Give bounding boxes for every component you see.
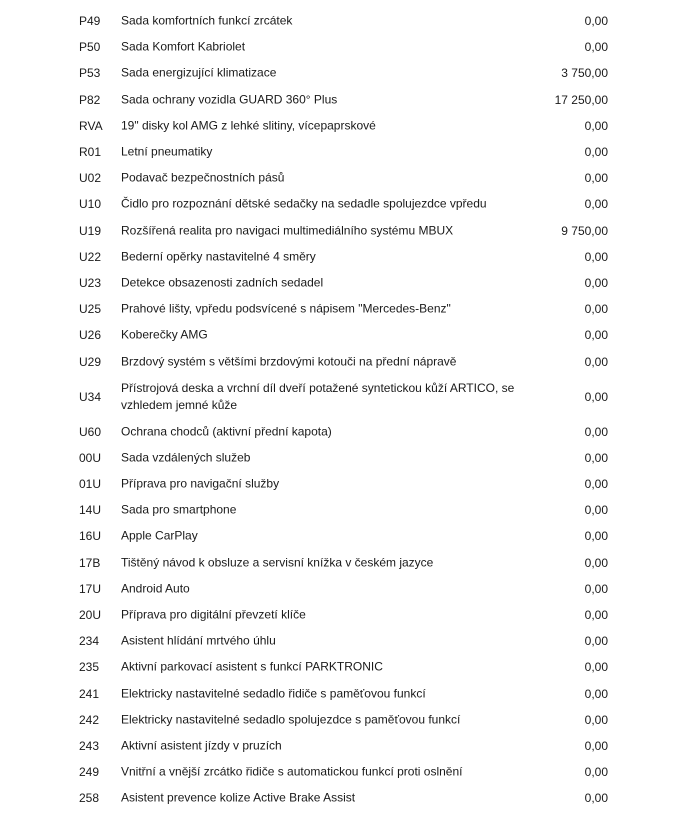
option-price: 0,00 bbox=[584, 249, 608, 264]
option-description: Elektricky nastavitelné sedadlo spolujezdce s paměťovou funkcí bbox=[121, 712, 461, 727]
table-row bbox=[0, 471, 685, 497]
option-code: P50 bbox=[79, 40, 101, 55]
option-price: 0,00 bbox=[584, 765, 608, 780]
option-description: Podavač bezpečnostních pásů bbox=[121, 170, 285, 185]
option-description: Vnitřní a vnější zrcátko řidiče s automatickou funkcí proti oslnění bbox=[121, 764, 463, 779]
option-code: 14U bbox=[79, 503, 102, 518]
option-price: 0,00 bbox=[584, 118, 608, 133]
option-description: Elektricky nastavitelné sedadlo řidiče s paměťovou funkcí bbox=[121, 686, 426, 701]
table-row bbox=[0, 34, 685, 60]
option-description: Sada ochrany vozidla GUARD 360° Plus bbox=[121, 92, 338, 107]
option-price: 9 750,00 bbox=[561, 223, 608, 238]
table-row bbox=[0, 523, 685, 549]
table-row bbox=[0, 87, 685, 113]
table-row bbox=[0, 165, 685, 191]
option-description: Sada vzdálených služeb bbox=[121, 450, 251, 465]
table-row bbox=[0, 785, 685, 811]
option-description: Android Auto bbox=[121, 581, 190, 596]
option-code: 234 bbox=[79, 634, 100, 649]
option-price: 0,00 bbox=[584, 328, 608, 343]
option-price: 0,00 bbox=[584, 450, 608, 465]
option-code: 249 bbox=[79, 765, 100, 780]
table-row bbox=[0, 296, 685, 322]
option-code: U29 bbox=[79, 354, 102, 369]
option-price: 0,00 bbox=[584, 686, 608, 701]
option-description: Přístrojová deska a vrchní díl dveří potažené syntetickou kůží ARTICO, se vzhledem jemné kůže bbox=[121, 380, 515, 412]
option-price: 0,00 bbox=[584, 197, 608, 212]
option-code: U34 bbox=[79, 389, 102, 404]
table-row bbox=[0, 733, 685, 759]
option-description: Brzdový systém s většími brzdovými kotouči na přední nápravě bbox=[121, 354, 457, 369]
option-code: U23 bbox=[79, 275, 102, 290]
table-row bbox=[0, 322, 685, 348]
option-description: Prahové lišty, vpředu podsvícené s nápisem "Mercedes-Benz" bbox=[121, 301, 451, 316]
option-description: Detekce obsazenosti zadních sedadel bbox=[121, 275, 324, 290]
table-row bbox=[0, 113, 685, 139]
option-price: 0,00 bbox=[584, 712, 608, 727]
table-row bbox=[0, 707, 685, 733]
table-row bbox=[0, 191, 685, 217]
option-description: Čidlo pro rozpoznání dětské sedačky na sedadle spolujezdce vpředu bbox=[121, 196, 487, 211]
option-code: 258 bbox=[79, 791, 100, 806]
option-price: 3 750,00 bbox=[561, 66, 608, 81]
option-description: Ochrana chodců (aktivní přední kapota) bbox=[121, 424, 332, 439]
table-row bbox=[0, 550, 685, 576]
option-code: RVA bbox=[79, 118, 103, 133]
table-row bbox=[0, 654, 685, 680]
option-price: 0,00 bbox=[584, 389, 608, 404]
table-row bbox=[0, 628, 685, 654]
option-description: Aktivní asistent jízdy v pruzích bbox=[121, 738, 282, 753]
option-price: 0,00 bbox=[584, 660, 608, 675]
option-code: 16U bbox=[79, 529, 102, 544]
table-row bbox=[0, 270, 685, 296]
table-row bbox=[0, 419, 685, 445]
table-row bbox=[0, 218, 685, 244]
option-price: 0,00 bbox=[584, 302, 608, 317]
option-price: 17 250,00 bbox=[554, 92, 608, 107]
option-code: 242 bbox=[79, 712, 100, 727]
option-price: 0,00 bbox=[584, 738, 608, 753]
option-price: 0,00 bbox=[584, 424, 608, 439]
table-row bbox=[0, 139, 685, 165]
option-description: Sada energizující klimatizace bbox=[121, 65, 277, 80]
equipment-table bbox=[0, 8, 685, 811]
option-price: 0,00 bbox=[584, 275, 608, 290]
option-code: U10 bbox=[79, 197, 102, 212]
option-code: U22 bbox=[79, 249, 102, 264]
option-code: 17U bbox=[79, 581, 102, 596]
table-row bbox=[0, 759, 685, 785]
option-price: 0,00 bbox=[584, 354, 608, 369]
option-description: 19" disky kol AMG z lehké slitiny, vícepaprskové bbox=[121, 118, 376, 133]
option-code: U19 bbox=[79, 223, 102, 238]
table-row bbox=[0, 576, 685, 602]
option-code: R01 bbox=[79, 145, 102, 160]
option-price: 0,00 bbox=[584, 529, 608, 544]
option-description: Koberečky AMG bbox=[121, 327, 208, 342]
table-row bbox=[0, 497, 685, 523]
option-description: Apple CarPlay bbox=[121, 528, 198, 543]
option-code: 20U bbox=[79, 608, 102, 623]
option-description: Aktivní parkovací asistent s funkcí PARKTRONIC bbox=[121, 659, 383, 674]
option-price: 0,00 bbox=[584, 634, 608, 649]
option-description: Asistent prevence kolize Active Brake Assist bbox=[121, 790, 356, 805]
option-price: 0,00 bbox=[584, 40, 608, 55]
option-description: Letní pneumatiky bbox=[121, 144, 213, 159]
table-row bbox=[0, 375, 685, 419]
option-code: U02 bbox=[79, 171, 102, 186]
option-price: 0,00 bbox=[584, 555, 608, 570]
table-row bbox=[0, 8, 685, 34]
option-code: U25 bbox=[79, 302, 102, 317]
table-row bbox=[0, 244, 685, 270]
option-price: 0,00 bbox=[584, 171, 608, 186]
option-code: 243 bbox=[79, 738, 100, 753]
option-price: 0,00 bbox=[584, 581, 608, 596]
option-code: P82 bbox=[79, 92, 101, 107]
option-price: 0,00 bbox=[584, 145, 608, 160]
table-row bbox=[0, 681, 685, 707]
option-code: P53 bbox=[79, 66, 101, 81]
option-description: Příprava pro navigační služby bbox=[121, 476, 280, 491]
option-description: Rozšířená realita pro navigaci multimediálního systému MBUX bbox=[121, 223, 454, 238]
option-description: Příprava pro digitální převzetí klíče bbox=[121, 607, 306, 622]
option-code: U26 bbox=[79, 328, 102, 343]
option-description: Sada Komfort Kabriolet bbox=[121, 39, 246, 54]
option-code: 235 bbox=[79, 660, 100, 675]
option-price: 0,00 bbox=[584, 14, 608, 29]
option-code: 01U bbox=[79, 477, 102, 492]
option-description: Sada pro smartphone bbox=[121, 502, 237, 517]
option-code: U60 bbox=[79, 424, 102, 439]
option-description: Bederní opěrky nastavitelné 4 směry bbox=[121, 249, 316, 264]
option-price: 0,00 bbox=[584, 791, 608, 806]
option-description: Tištěný návod k obsluze a servisní knížka v českém jazyce bbox=[121, 555, 434, 570]
table-row bbox=[0, 348, 685, 374]
option-code: 17B bbox=[79, 555, 101, 570]
table-row bbox=[0, 445, 685, 471]
option-code: 00U bbox=[79, 450, 102, 465]
option-price: 0,00 bbox=[584, 477, 608, 492]
table-row bbox=[0, 602, 685, 628]
option-description: Asistent hlídání mrtvého úhlu bbox=[121, 633, 276, 648]
table-row bbox=[0, 60, 685, 86]
option-price: 0,00 bbox=[584, 503, 608, 518]
option-price: 0,00 bbox=[584, 608, 608, 623]
option-code: P49 bbox=[79, 14, 101, 29]
option-code: 241 bbox=[79, 686, 100, 701]
option-description: Sada komfortních funkcí zrcátek bbox=[121, 13, 293, 28]
